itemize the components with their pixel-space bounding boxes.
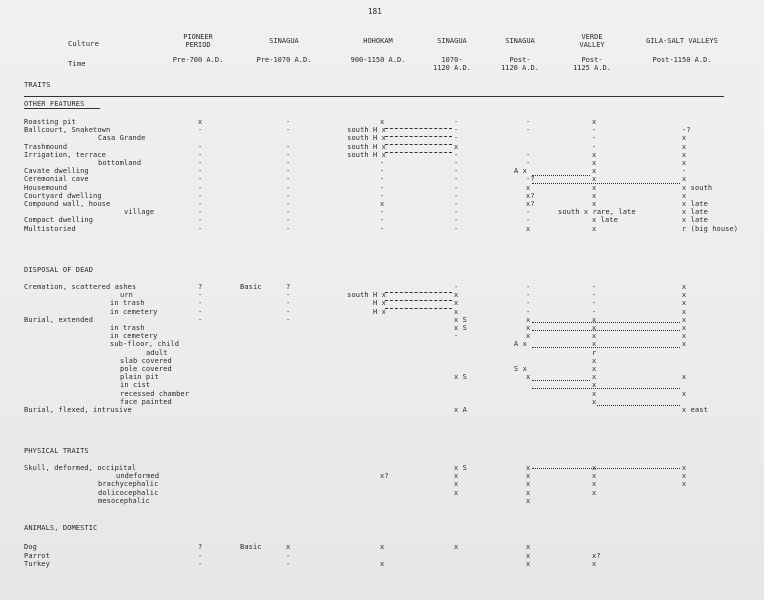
row-label: Cremation, scattered ashes (24, 283, 137, 291)
cell-mark: x (682, 389, 687, 398)
cell-mark: south H x (347, 150, 386, 159)
row-label: Trashmound (24, 142, 68, 151)
cell-mark: x (526, 183, 531, 192)
cell-mark: - (286, 126, 291, 135)
cell-mark: - (454, 283, 459, 291)
row-label: urn (120, 291, 133, 300)
cell-mark: x (682, 291, 687, 300)
cell-mark: x (682, 472, 687, 481)
cell-mark: x (198, 118, 203, 126)
cell-mark: x (592, 224, 597, 233)
cell-mark: ? (286, 283, 291, 291)
cell-mark: x (526, 332, 531, 341)
connector-dotted (532, 468, 680, 469)
header-rule (24, 96, 724, 97)
cell-mark: x (380, 560, 385, 569)
cell-mark: - (592, 307, 597, 316)
cell-mark: - (592, 291, 597, 300)
connector-dashed (385, 144, 452, 145)
cell-mark: - (526, 126, 531, 135)
row-label: Courtyard dwelling (24, 191, 102, 200)
time-label: Time (68, 59, 86, 68)
cell-mark: x S (454, 315, 467, 324)
cell-mark: x (454, 142, 459, 151)
cell-mark: - (454, 150, 459, 159)
cell-mark: x late (682, 208, 708, 217)
cell-mark: - (286, 183, 291, 192)
cell-mark: x (592, 191, 597, 200)
cell-mark: - (454, 126, 459, 135)
row-label: mesocephalic (98, 496, 150, 505)
cell-mark: - (286, 142, 291, 151)
row-label: village (124, 208, 155, 217)
row-label: in cemetery (110, 307, 158, 316)
row-label: Compact dwelling (24, 216, 94, 225)
cell-mark: x (682, 480, 687, 489)
cell-mark: - (380, 216, 385, 225)
column-name: VERDE (581, 33, 603, 41)
cell-mark: x (592, 118, 597, 126)
cell-mark: x? (526, 191, 535, 200)
cell-mark: x (592, 381, 597, 390)
cell-mark: x (592, 472, 597, 481)
section-title: OTHER FEATURES (24, 100, 85, 108)
row-label: Cavate dwelling (24, 167, 89, 176)
cell-mark: x (592, 397, 597, 406)
cell-mark: x (682, 373, 687, 382)
cell-mark: - (286, 159, 291, 167)
cell-mark: H x (373, 307, 386, 316)
cell-mark: x (526, 472, 531, 481)
cell-mark: - (198, 142, 203, 151)
cell-mark: - (286, 299, 291, 308)
cell-mark: - (198, 175, 203, 184)
cell-mark: x (526, 488, 531, 497)
traits-label: TRAITS (24, 80, 51, 89)
cell-mark: - (526, 291, 531, 300)
column-time: Post- (509, 56, 531, 64)
column-time: 1125 A.D. (573, 64, 611, 72)
row-label: adult (146, 348, 168, 357)
cell-mark: x (526, 224, 531, 233)
cell-mark: x (682, 340, 687, 349)
cell-mark: - (286, 118, 291, 126)
row-label: in cemetery (110, 332, 158, 341)
row-label: brachycephalic (98, 480, 159, 489)
cell-mark: x (526, 551, 531, 560)
column-name: SINAGUA (505, 37, 535, 45)
cell-mark: - (454, 159, 459, 167)
cell-mark: - (198, 126, 203, 135)
cell-mark: x (682, 175, 687, 184)
column-time: 900-1150 A.D. (350, 56, 406, 64)
row-label: in cist (120, 381, 151, 390)
cell-mark: x (592, 167, 597, 176)
cell-mark: x (682, 299, 687, 308)
cell-mark: - (380, 208, 385, 217)
row-label: bottomland (98, 159, 142, 167)
row-label: Roasting pit (24, 118, 76, 126)
column-time: Pre-700 A.D. (172, 56, 224, 64)
row-label: Parrot (24, 551, 50, 560)
cell-mark: - (198, 200, 203, 208)
connector-dashed (385, 136, 452, 137)
cell-mark: x (454, 291, 459, 300)
cell-mark: - (286, 200, 291, 208)
cell-mark: x (592, 324, 597, 332)
cell-mark: x? (592, 551, 601, 560)
section-title: DISPOSAL OF DEAD (24, 266, 94, 274)
cell-mark: x south (682, 183, 713, 192)
cell-mark: x (526, 560, 531, 569)
cell-mark: - (198, 560, 203, 569)
cell-mark: south x rare, late (558, 208, 636, 217)
cell-mark: x (592, 175, 597, 184)
cell-mark: - (286, 224, 291, 233)
cell-mark: x (526, 324, 531, 332)
cell-mark: x (526, 464, 531, 472)
cell-mark: - (526, 307, 531, 316)
cell-mark: - (286, 191, 291, 200)
connector-dotted (532, 388, 680, 389)
cell-mark: x (592, 389, 597, 398)
cell-mark: Basic (240, 283, 262, 291)
cell-mark: - (592, 126, 597, 135)
cell-mark: x (682, 315, 687, 324)
cell-mark: x (592, 373, 597, 382)
cell-mark: x S (454, 324, 467, 332)
row-label: plain pit (120, 373, 159, 382)
cell-mark: south H x (347, 126, 386, 135)
column-name: PIONEER (183, 33, 213, 41)
cell-mark: A x (514, 167, 527, 176)
cell-mark: south H x (347, 142, 386, 151)
cell-mark: - (198, 299, 203, 308)
column-time: Pre-1070 A.D. (256, 56, 312, 64)
cell-mark: - (592, 299, 597, 308)
cell-mark: x (454, 488, 459, 497)
connector-dashed (385, 300, 452, 301)
cell-mark: x late (592, 216, 618, 225)
cell-mark: x (682, 464, 687, 472)
cell-mark: x (592, 150, 597, 159)
cell-mark: x (682, 332, 687, 341)
cell-mark: - (198, 551, 203, 560)
cell-mark: - (526, 208, 531, 217)
row-label: Dog (24, 543, 37, 551)
connector-dotted (532, 175, 590, 176)
cell-mark: x (682, 307, 687, 316)
cell-mark: x (286, 543, 291, 551)
cell-mark: x (592, 480, 597, 489)
cell-mark: x (526, 315, 531, 324)
cell-mark: x? (380, 472, 389, 481)
cell-mark: south H x (347, 134, 386, 143)
cell-mark: x (592, 159, 597, 167)
cell-mark: - (454, 118, 459, 126)
cell-mark: - (198, 307, 203, 316)
cell-mark: x (682, 324, 687, 332)
cell-mark: - (454, 224, 459, 233)
cell-mark: Basic (240, 543, 262, 551)
connector-dotted (532, 380, 590, 381)
row-label: Skull, deformed, occipital (24, 464, 137, 472)
cell-mark: - (454, 134, 459, 143)
column-time: Post-1150 A.D. (652, 56, 712, 64)
cell-mark: x (682, 159, 687, 167)
cell-mark: r (big house) (682, 224, 739, 233)
row-label: sub-floor, child (110, 340, 180, 349)
cell-mark: - (286, 291, 291, 300)
cell-mark: x (526, 373, 531, 382)
cell-mark: - (454, 167, 459, 176)
cell-mark: - (682, 167, 687, 176)
cell-mark: - (592, 283, 597, 291)
row-label: Casa Grande (98, 134, 146, 143)
cell-mark: - (526, 118, 531, 126)
cell-mark: x (526, 496, 531, 505)
cell-mark: - (198, 208, 203, 217)
cell-mark: - (198, 224, 203, 233)
cell-mark: x late (682, 200, 708, 208)
cell-mark: x S (454, 373, 467, 382)
cell-mark: - (198, 150, 203, 159)
cell-mark: - (526, 216, 531, 225)
cell-mark: x (454, 543, 459, 551)
row-label: Multistoried (24, 224, 76, 233)
cell-mark: - (286, 208, 291, 217)
cell-mark: x (592, 200, 597, 208)
cell-mark: - (454, 200, 459, 208)
connector-dotted (532, 322, 680, 323)
cell-mark: - (454, 216, 459, 225)
cell-mark: x (454, 299, 459, 308)
cell-mark: x late (682, 216, 708, 225)
cell-mark: x (592, 356, 597, 365)
connector-dotted (532, 183, 680, 184)
cell-mark: x S (454, 464, 467, 472)
cell-mark: - (286, 175, 291, 184)
row-label: pole covered (120, 365, 172, 373)
connector-dotted (532, 330, 680, 331)
cell-mark: x (682, 150, 687, 159)
cell-mark: - (286, 150, 291, 159)
row-label: face painted (120, 397, 172, 406)
cell-mark: x? (526, 200, 535, 208)
row-label: Burial, extended (24, 315, 94, 324)
cell-mark: - (198, 183, 203, 192)
cell-mark: - (286, 551, 291, 560)
row-label: slab covered (120, 356, 172, 365)
cell-mark: - (380, 183, 385, 192)
cell-mark: - (286, 560, 291, 569)
cell-mark: -? (526, 175, 535, 184)
cell-mark: - (198, 167, 203, 176)
page-number: 181 (368, 7, 382, 16)
cell-mark: x (592, 315, 597, 324)
cell-mark: x (380, 118, 385, 126)
cell-mark: - (380, 175, 385, 184)
cell-mark: x (526, 543, 531, 551)
cell-mark: - (198, 291, 203, 300)
cell-mark: - (286, 315, 291, 324)
cell-mark: - (198, 216, 203, 225)
row-label: in trash (110, 324, 145, 332)
cell-mark: - (592, 142, 597, 151)
cell-mark: x (682, 191, 687, 200)
section-title: PHYSICAL TRAITS (24, 447, 89, 455)
cell-mark: x (592, 464, 597, 472)
cell-mark: - (286, 307, 291, 316)
cell-mark: x (526, 480, 531, 489)
cell-mark: x (592, 332, 597, 341)
connector-dashed (385, 292, 452, 293)
cell-mark: - (454, 175, 459, 184)
column-name: SINAGUA (437, 37, 467, 45)
row-label: Turkey (24, 560, 50, 569)
cell-mark: x east (682, 406, 708, 414)
section-title: ANIMALS, DOMESTIC (24, 524, 98, 532)
cell-mark: - (380, 159, 385, 167)
cell-mark: - (198, 315, 203, 324)
cell-mark: x (592, 340, 597, 349)
cell-mark: - (592, 134, 597, 143)
cell-mark: -? (682, 126, 691, 135)
cell-mark: x (592, 365, 597, 373)
cell-mark: x (682, 283, 687, 291)
column-name: HOHOKAM (363, 37, 393, 45)
column-name: GILA-SALT VALLEYS (646, 37, 718, 45)
row-label: dolicocephalic (98, 488, 159, 497)
connector-dashed (385, 152, 452, 153)
cell-mark: - (526, 150, 531, 159)
cell-mark: x (380, 200, 385, 208)
cell-mark: x (592, 488, 597, 497)
column-time: 1070- (441, 56, 463, 64)
column-name: SINAGUA (269, 37, 299, 45)
cell-mark: - (454, 332, 459, 341)
cell-mark: x (454, 307, 459, 316)
cell-mark: - (526, 283, 531, 291)
cell-mark: - (198, 191, 203, 200)
cell-mark: - (454, 191, 459, 200)
cell-mark: x (592, 183, 597, 192)
column-name: VALLEY (579, 41, 605, 49)
cell-mark: x (454, 480, 459, 489)
cell-mark: r (592, 348, 597, 357)
row-label: Compound wall, house (24, 200, 111, 208)
cell-mark: - (454, 208, 459, 217)
cell-mark: S x (514, 365, 527, 373)
connector-dotted (532, 347, 680, 348)
row-label: in trash (110, 299, 145, 308)
row-label: recessed chamber (120, 389, 190, 398)
row-label: undeformed (116, 472, 160, 481)
row-label: Ballcourt, Snaketown (24, 126, 111, 135)
connector-dashed (385, 308, 452, 309)
culture-label: Culture (68, 39, 99, 48)
section-underline (24, 108, 100, 109)
connector-dotted (597, 405, 680, 406)
cell-mark: - (286, 167, 291, 176)
cell-mark: - (454, 183, 459, 192)
cell-mark: - (380, 167, 385, 176)
row-label: Ceremonial cave (24, 175, 89, 184)
row-label: Burial, flexed, intrusive (24, 406, 132, 414)
cell-mark: A x (514, 340, 527, 349)
cell-mark: x (682, 142, 687, 151)
cell-mark: x (380, 543, 385, 551)
cell-mark: x A (454, 406, 467, 414)
cell-mark: H x (373, 299, 386, 308)
cell-mark: - (380, 191, 385, 200)
cell-mark: - (380, 224, 385, 233)
cell-mark: - (526, 159, 531, 167)
cell-mark: x (454, 472, 459, 481)
column-time: Post- (581, 56, 603, 64)
cell-mark: ? (198, 283, 203, 291)
column-time: 1120 A.D. (433, 64, 471, 72)
column-time: 1120 A.D. (501, 64, 539, 72)
cell-mark: x (682, 134, 687, 143)
cell-mark: ? (198, 543, 203, 551)
cell-mark: - (526, 299, 531, 308)
cell-mark: x (592, 560, 597, 569)
connector-dashed (385, 128, 452, 129)
column-name: PERIOD (185, 41, 211, 49)
row-label: Irrigation, terrace (24, 150, 106, 159)
cell-mark: - (286, 216, 291, 225)
cell-mark: - (198, 159, 203, 167)
cell-mark: south H x (347, 291, 386, 300)
row-label: Housemound (24, 183, 68, 192)
